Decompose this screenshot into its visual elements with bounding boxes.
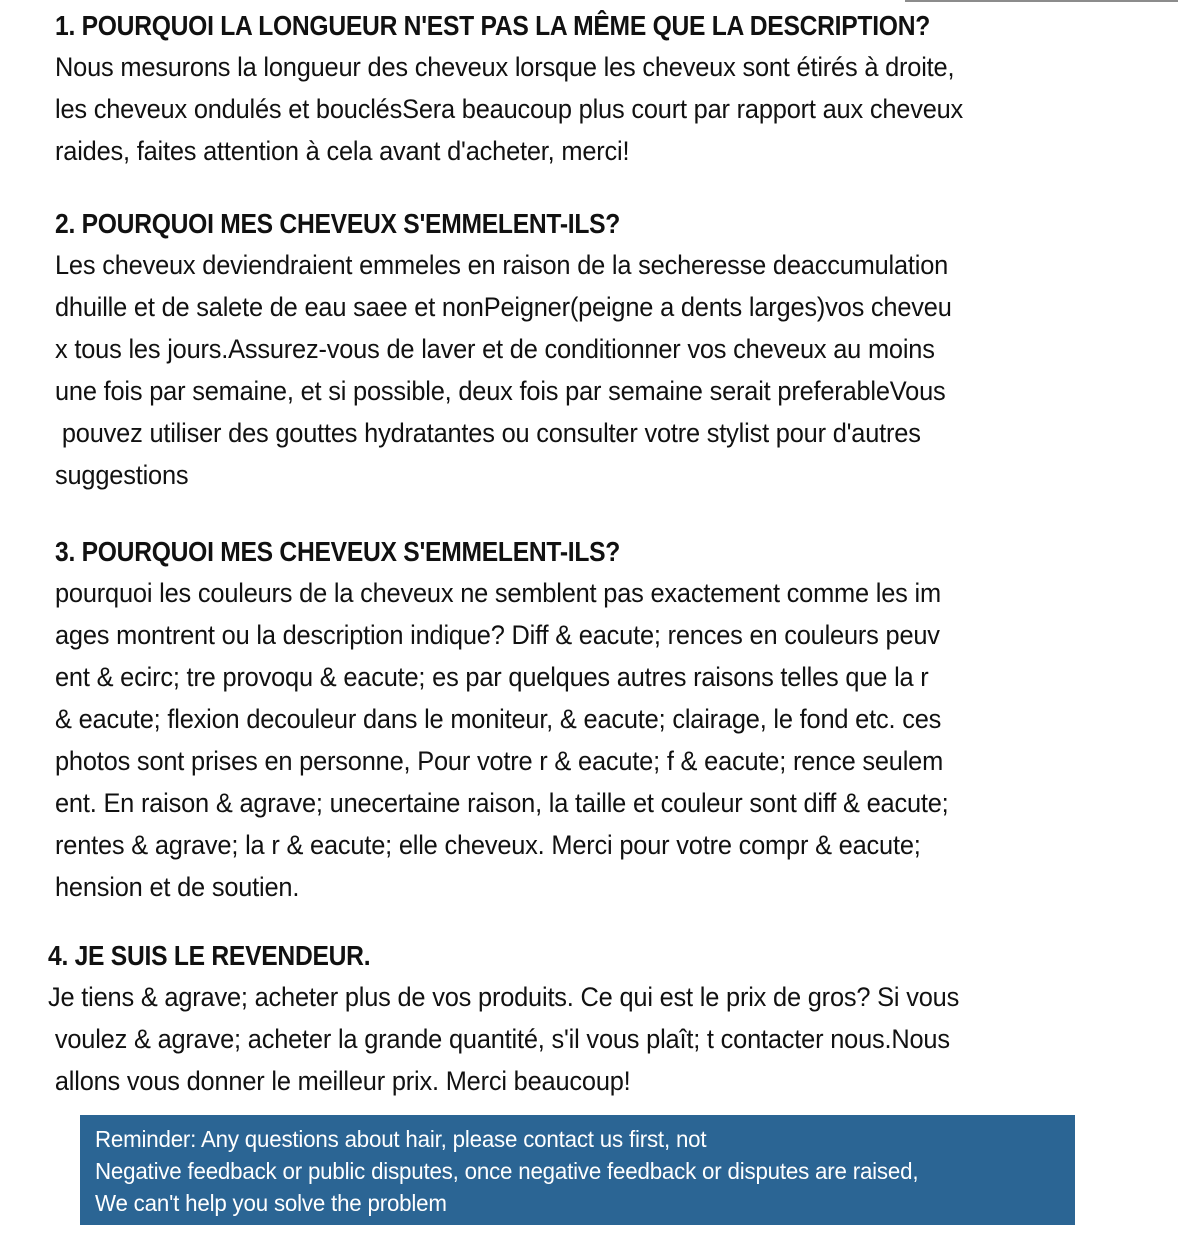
faq-section-1-line: les cheveux ondulés et bouclésSera beaucoup plus court par rapport aux cheveux <box>55 94 964 124</box>
reminder-line: Reminder: Any questions about hair, please contact us first, not <box>95 1126 707 1152</box>
faq-section-2-line: dhuille et de salete de eau saee et nonPeigner(peigne a dents larges)vos cheveu <box>55 292 952 322</box>
faq-section-4-line: allons vous donner le meilleur prix. Merci beaucoup! <box>48 1066 631 1096</box>
faq-section-2 <box>55 204 1200 496</box>
faq-section-3-line: rentes & agrave; la r & eacute; elle cheveux. Merci pour votre compr & eacute; <box>55 830 921 860</box>
faq-section-3-line: hension et de soutien. <box>55 872 300 902</box>
faq-section-4-line: Je tiens & agrave; acheter plus de vos produits. Ce qui est le prix de gros? Si vous <box>48 982 960 1012</box>
faq-section-3-line: ent. En raison & agrave; unecertaine raison, la taille et couleur sont diff & eacute; <box>55 788 949 818</box>
faq-section-2-line: une fois par semaine, et si possible, deux fois par semaine serait preferableVous <box>55 376 946 406</box>
faq-section-3-line: ages montrent ou la description indique? Diff & eacute; rences en couleurs peuv <box>55 620 940 650</box>
faq-section-3-line: ent & ecirc; tre provoqu & eacute; es par quelques autres raisons telles que la r <box>55 662 929 692</box>
faq-section-1-line: raides, faites attention à cela avant d'acheter, merci! <box>55 136 630 166</box>
faq-section-2-line: x tous les jours.Assurez-vous de laver et de conditionner vos cheveux au moins <box>55 334 935 364</box>
faq-section-3-line: photos sont prises en personne, Pour votre r & eacute; f & eacute; rence seulem <box>55 746 944 776</box>
faq-section-3-heading: 3. POURQUOI MES CHEVEUX S'EMMELENT-ILS? <box>55 536 621 567</box>
faq-section-3 <box>55 532 1200 908</box>
reminder-box <box>80 1115 1075 1225</box>
reminder-line: Negative feedback or public disputes, once negative feedback or disputes are raised, <box>95 1158 919 1184</box>
previous-image-bottom-edge <box>905 0 1178 2</box>
faq-section-4-line: voulez & agrave; acheter la grande quantité, s'il vous plaît; t contacter nous.Nous <box>48 1024 950 1054</box>
faq-section-1-line: Nous mesurons la longueur des cheveux lorsque les cheveux sont étirés à droite, <box>55 52 955 82</box>
reminder-line: We can't help you solve the problem <box>95 1190 447 1216</box>
faq-section-2-line: Les cheveux deviendraient emmeles en raison de la secheresse deaccumulation <box>55 250 949 280</box>
faq-section-3-line: & eacute; flexion decouleur dans le moniteur, & eacute; clairage, le fond etc. ces <box>55 704 942 734</box>
faq-section-2-line: pouvez utiliser des gouttes hydratantes ou consulter votre stylist pour d'autres <box>55 418 921 448</box>
faq-section-1-heading: 1. POURQUOI LA LONGUEUR N'EST PAS LA MÊME QUE LA DESCRIPTION? <box>55 10 931 41</box>
faq-section-3-line: pourquoi les couleurs de la cheveux ne semblent pas exactement comme les im <box>55 578 941 608</box>
faq-section-4-heading: 4. JE SUIS LE REVENDEUR. <box>48 940 371 971</box>
faq-section-2-line: suggestions <box>55 460 189 490</box>
faq-section-1 <box>55 6 1200 172</box>
faq-section-4 <box>48 936 1200 1102</box>
faq-section-2-heading: 2. POURQUOI MES CHEVEUX S'EMMELENT-ILS? <box>55 208 621 239</box>
